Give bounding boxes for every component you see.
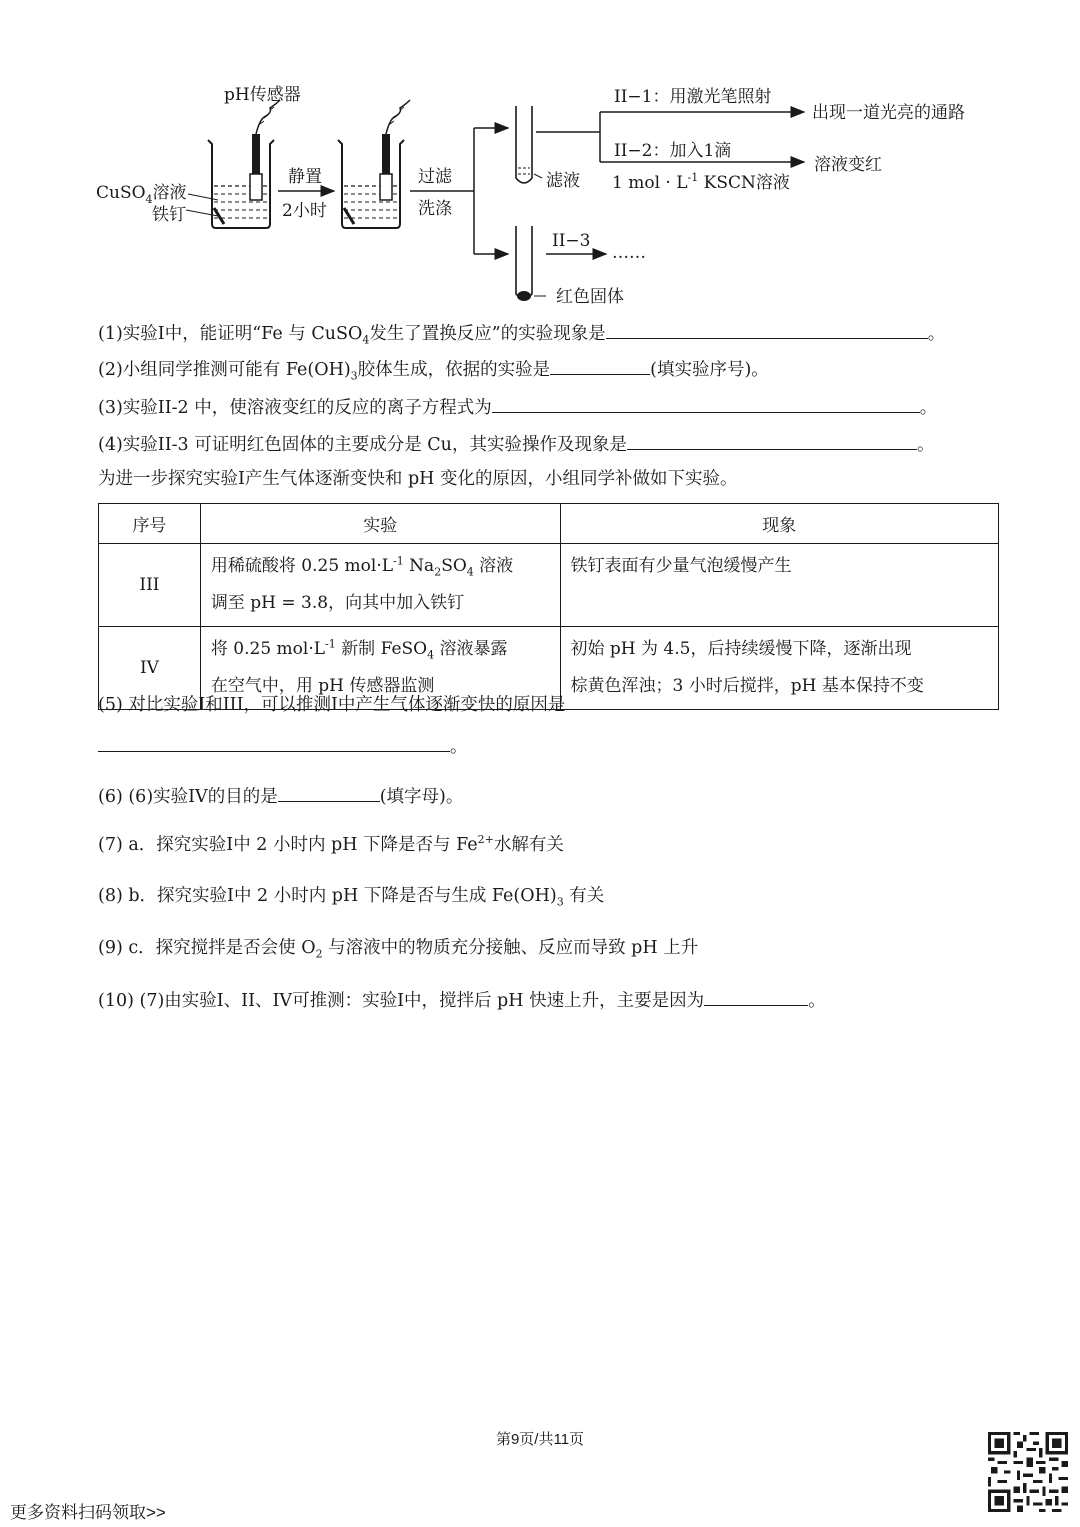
answer-blank-5[interactable] (98, 734, 450, 752)
label-exp-II2-reagent: 1 mol · $L^{-1}$ KSCN溶液 (612, 171, 790, 193)
label-ph-sensor: pH传感器 (224, 85, 301, 105)
label-step2-top: 过滤 (418, 167, 452, 187)
header-phenomenon: 现象 (560, 504, 999, 544)
row-experiment: 将 0.25 $mol\cdot L^{-1}$ 新制 FeSO$_4$ 溶液暴露 在空气中，用 pH 传感器监测 (200, 627, 560, 710)
label-filtrate: 滤液 (546, 171, 580, 191)
row-experiment: 用稀硫酸将 0.25 $mol\cdot L^{-1}$ $Na_2SO_4$ 溶液 调至 pH = 3.8，向其中加入铁钉 (200, 544, 560, 627)
label-step1-bottom: 2小时 (282, 201, 327, 221)
qr-code-icon[interactable] (988, 1432, 1068, 1512)
label-step1-top: 静置 (288, 167, 322, 187)
intro-text: 为进一步探究实验I产生气体逐渐变快和 pH 变化的原因，小组同学补做如下实验。 (98, 469, 738, 489)
header-experiment: 实验 (200, 504, 560, 544)
page-number: 第9页/共11页 (495, 1431, 585, 1448)
label-result-II2: 溶液变红 (814, 155, 882, 175)
label-exp-II2: II−2：加入1滴 (614, 141, 732, 161)
question-2: (2)小组同学推测可能有 $Fe(OH)_3$胶体生成，依据的实验是 (填实验序号)。 (98, 357, 769, 381)
row-phenomenon: 初始 pH 为 4.5，后持续缓慢下降，逐渐出现 棕黄色浑浊；3 小时后搅拌，pH 基本保持不变 (560, 627, 999, 710)
answer-blank-3[interactable] (492, 395, 920, 413)
option-c: (9) c．探究搅拌是否会使 $O_2$ 与溶液中的物质充分接触、反应而导致 pH 上升 (98, 938, 699, 961)
question-5-answer: 。 (98, 734, 468, 758)
question-3: (3)实验II-2 中，使溶液变红的反应的离子方程式为 。 (98, 395, 937, 419)
option-a: (7) a．探究实验I中 2 小时内 pH 下降是否与 $Fe^{2+}$水解有关 (98, 833, 564, 855)
row-phenomenon: 铁钉表面有少量气泡缓慢产生 (560, 544, 999, 627)
label-iron-nail: 铁钉 (152, 205, 186, 225)
question-6: (6) (6)实验IV的目的是 (填字母)。 (98, 784, 463, 808)
label-exp-II3: II−3 (552, 231, 591, 251)
header-number: 序号 (99, 504, 201, 544)
label-result-II1: 出现一道光亮的通路 (812, 103, 965, 123)
answer-blank-6[interactable] (278, 784, 380, 802)
row-number: III (99, 544, 201, 627)
label-exp-II1: II−1：用激光笔照射 (614, 87, 772, 107)
question-5: (5) 对比实验I和III，可以推测I中产生气体逐渐变快的原因是 (98, 695, 566, 715)
beaker-1 (186, 100, 280, 228)
test-tube-solid (516, 226, 546, 301)
experiment-table (98, 503, 999, 710)
test-tube-filtrate (516, 106, 542, 183)
row-number: IV (99, 627, 201, 710)
experiment-diagram (90, 78, 1010, 308)
answer-blank-4[interactable] (627, 432, 917, 450)
answer-blank-2[interactable] (550, 357, 650, 375)
label-step2-bottom: 洗涤 (418, 199, 452, 219)
question-4: (4)实验II-3 可证明红色固体的主要成分是 Cu，其实验操作及现象是 。 (98, 432, 934, 456)
table-header-row (99, 504, 999, 544)
option-b: (8) b．探究实验I中 2 小时内 pH 下降是否与生成 $Fe(OH)_3$ 有关 (98, 886, 605, 909)
more-materials-link[interactable]: 更多资料扫码领取>> (10, 1503, 166, 1522)
table-row (99, 544, 999, 627)
label-cuso4-solution: CuSO$_4$溶液 (96, 183, 187, 206)
answer-blank-10[interactable] (704, 988, 808, 1006)
label-result-II3: …… (612, 243, 646, 263)
answer-blank-1[interactable] (606, 321, 928, 339)
label-red-solid: 红色固体 (556, 287, 624, 307)
beaker-2 (338, 100, 410, 228)
question-1: (1)实验I中，能证明“Fe 与 CuSO$_4$发生了置换反应”的实验现象是 。 (98, 321, 945, 345)
question-10: (10) (7)由实验I、II、IV可推测：实验I中，搅拌后 pH 快速上升，主要是因为 。 (98, 988, 826, 1012)
